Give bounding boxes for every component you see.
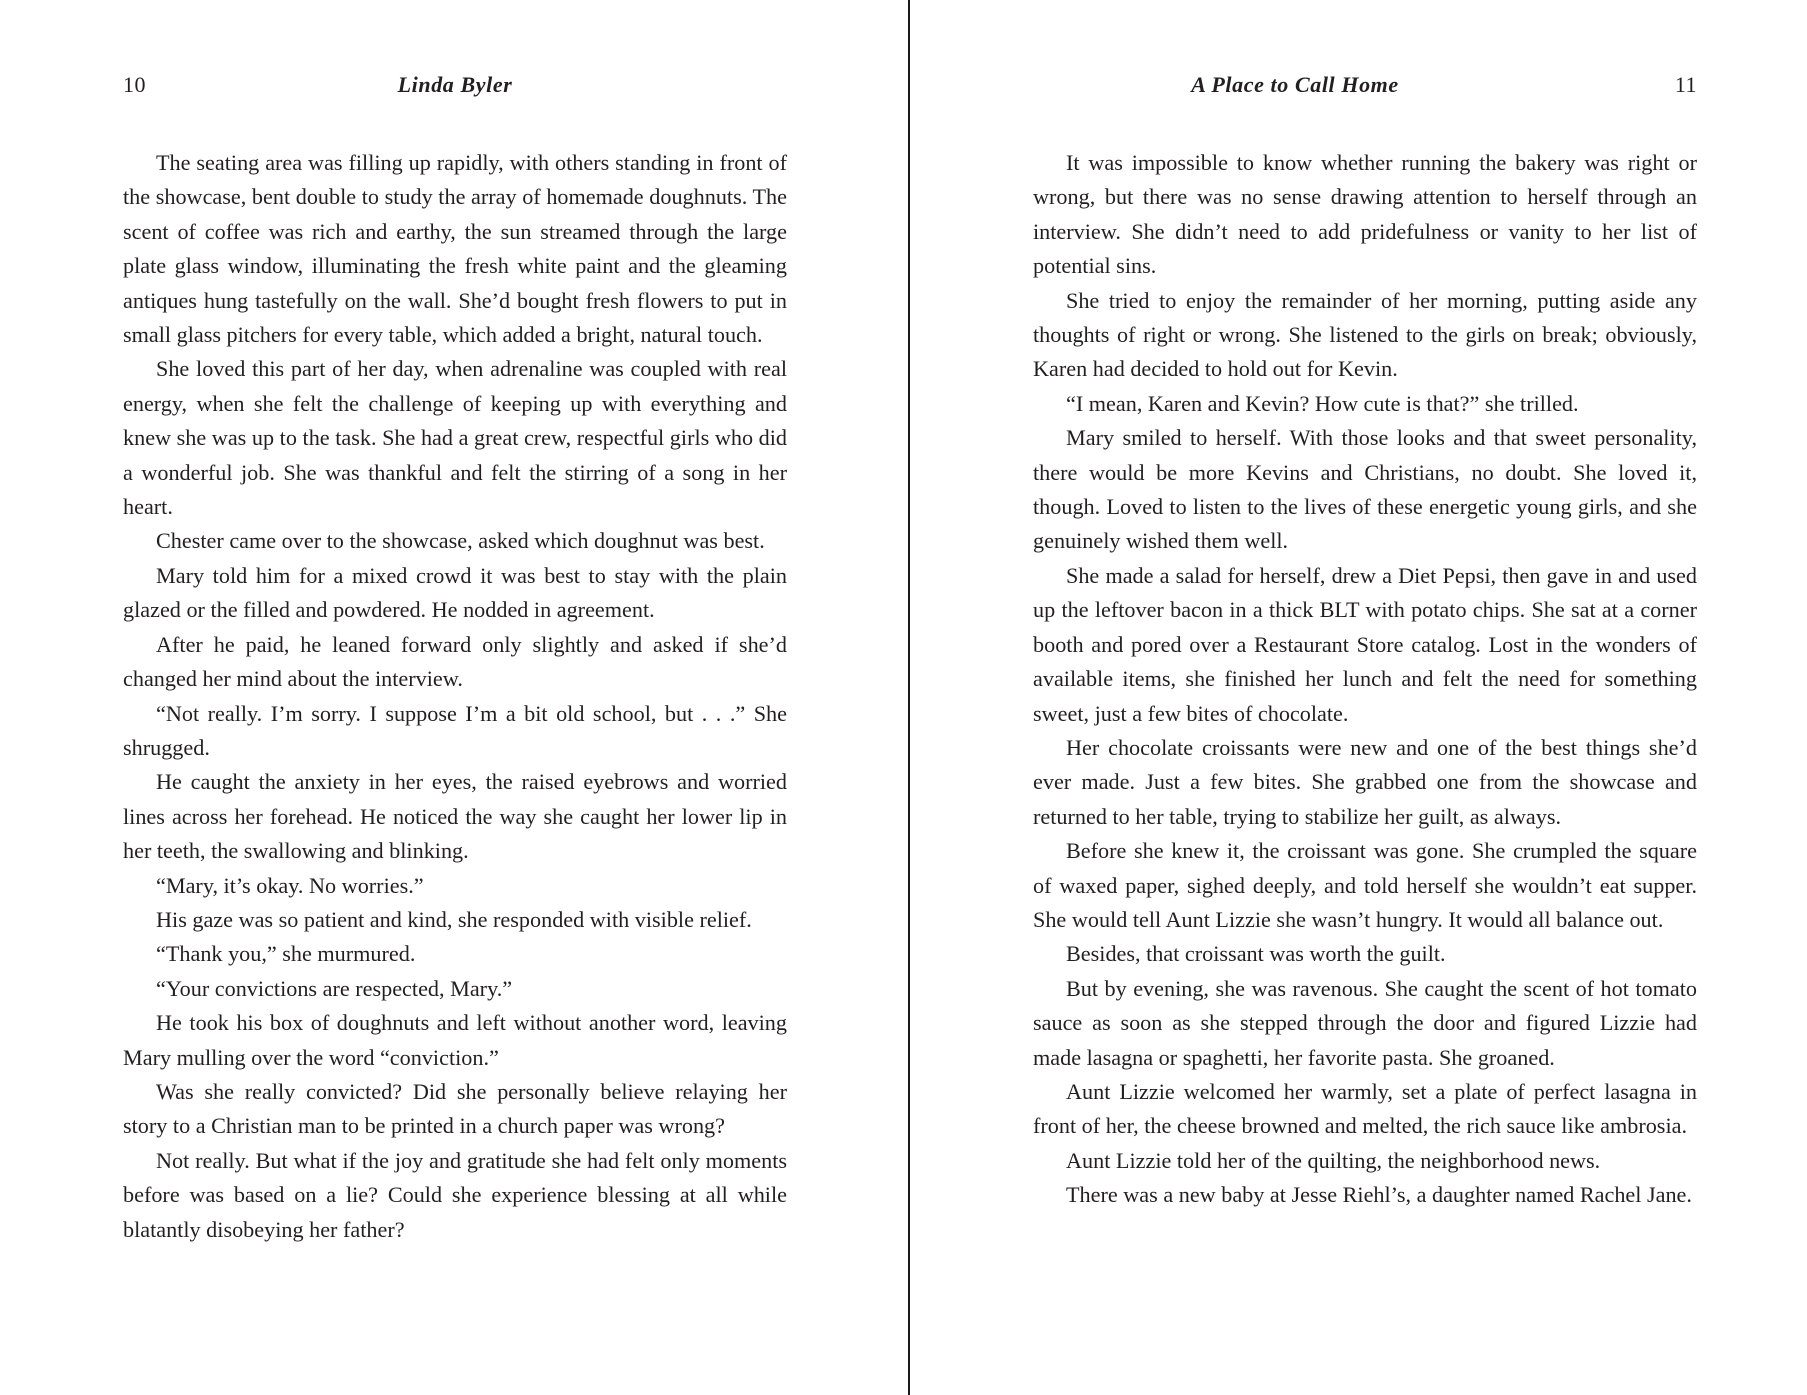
paragraph: “Thank you,” she murmured. [156, 941, 416, 967]
paragraph: Chester came over to the showcase, asked which doughnut was best. [156, 528, 765, 554]
paragraph: “Not really. I’m sorry. I suppose I’m a bit old school, but . . .” She shrugged. [123, 700, 787, 760]
paragraph: But by evening, she was ravenous. She caught the scent of hot tomato sauce as soon as she stepped through the door and figured Lizzie had made lasagna or spaghetti, her favorite pasta. She groaned. [1033, 975, 1697, 1070]
paragraph: “Your convictions are respected, Mary.” [156, 975, 513, 1001]
paragraph: After he paid, he leaned forward only slightly and asked if she’d changed her mind about the interview. [123, 631, 787, 692]
right-running-head [1033, 72, 1697, 104]
right-page-number: 11 [1674, 72, 1697, 97]
paragraph: Mary smiled to herself. With those looks and that sweet personality, there would be more Kevins and Christians, no doubt. She loved it, though. Loved to listen to the lives of these energetic young girls, and she genuinely wished them well. [1033, 425, 1697, 554]
left-running-head-author: Linda Byler [397, 72, 513, 97]
paragraph: He caught the anxiety in her eyes, the raised eyebrows and worried lines across her forehead. He noticed the way she caught her lower lip in her teeth, the swallowing and blinking. [123, 769, 787, 864]
paragraph: “Mary, it’s okay. No worries.” [156, 872, 424, 898]
paragraph: Aunt Lizzie welcomed her warmly, set a plate of perfect lasagna in front of her, the cheese browned and melted, the rich sauce like ambrosia. [1033, 1078, 1697, 1139]
paragraph: There was a new baby at Jesse Riehl’s, a daughter named Rachel Jane. [1066, 1182, 1692, 1208]
paragraph: Before she knew it, the croissant was gone. She crumpled the square of waxed paper, sighed deeply, and told herself she wouldn’t eat supper. She would tell Aunt Lizzie she wasn’t hungry. It would all balance out. [1033, 838, 1697, 932]
paragraph: Mary told him for a mixed crowd it was best to stay with the plain glazed or the filled and powdered. He nodded in agreement. [123, 562, 787, 623]
paragraph: Not really. But what if the joy and gratitude she had felt only moments before was based on a lie? Could she experience blessing at all while blatantly disobeying her father? [123, 1147, 787, 1242]
paragraph: “I mean, Karen and Kevin? How cute is that?” she trilled. [1066, 390, 1579, 416]
paragraph: Besides, that croissant was worth the guilt. [1066, 941, 1446, 967]
paragraph: She tried to enjoy the remainder of her morning, putting aside any thoughts of right or wrong. She listened to the girls on break; obviously, Karen had decided to hold out for Kevin. [1033, 287, 1697, 382]
right-running-head-title: A Place to Call Home [1191, 72, 1399, 97]
spine-divider [908, 0, 910, 1395]
paragraph: The seating area was filling up rapidly, with others standing in front of the showcase, bent double to study the array of homemade doughnuts. The scent of coffee was rich and earthy, the sun streamed through the large plate glass window, illuminating the fresh white paint and the gleaming antiques hung tastefully on the wall. She’d bought fresh flowers to put in small glass pitchers for every table, which added a bright, natural touch. [123, 150, 787, 348]
paragraph: He took his box of doughnuts and left without another word, leaving Mary mulling over the word “conviction.” [123, 1010, 787, 1070]
paragraph: It was impossible to know whether running the bakery was right or wrong, but there was no sense drawing attention to herself through an interview. She didn’t need to add pridefulness or vanity to her list of potential sins. [1033, 150, 1697, 279]
left-page-number: 10 [123, 72, 146, 97]
left-running-head [123, 72, 787, 104]
left-page [123, 0, 787, 1395]
right-page [1033, 0, 1697, 1395]
left-body-text [123, 146, 787, 1247]
paragraph: Was she really convicted? Did she personally believe relaying her story to a Christian man to be printed in a church paper was wrong? [123, 1078, 787, 1139]
paragraph: Her chocolate croissants were new and one of the best things she’d ever made. Just a few bites. She grabbed one from the showcase and returned to her table, trying to stabilize her guilt, as always. [1033, 734, 1697, 829]
paragraph: She made a salad for herself, drew a Diet Pepsi, then gave in and used up the leftover bacon in a thick BLT with potato chips. She sat at a corner booth and pored over a Restaurant Store catalog. Lost in the wonders of available items, she finished her lunch and felt the need for something sweet, just a few bites of chocolate. [1033, 562, 1697, 726]
paragraph: Aunt Lizzie told her of the quilting, the neighborhood news. [1066, 1147, 1601, 1173]
right-body-text [1033, 146, 1697, 1213]
paragraph: His gaze was so patient and kind, she responded with visible relief. [156, 906, 752, 932]
paragraph: She loved this part of her day, when adrenaline was coupled with real energy, when she felt the challenge of keeping up with everything and knew she was up to the task. She had a great crew, respectful girls who did a wonderful job. She was thankful and felt the stirring of a song in her heart. [123, 356, 787, 520]
